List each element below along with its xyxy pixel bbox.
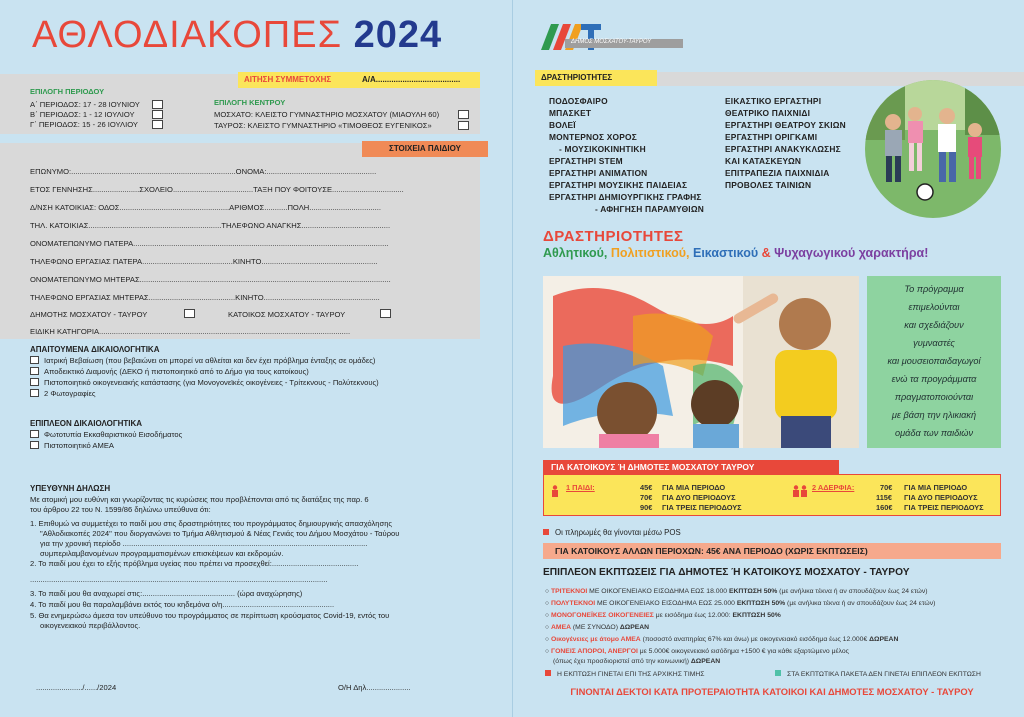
one-child-price: 45€ (640, 483, 653, 492)
footnote-text: Η ΕΚΠΤΩΣΗ ΓΙΝΕΤΑΙ ΕΠΙ ΤΗΣ ΑΡΧΙΚΗΣ ΤΙΜΗΣ (557, 671, 705, 678)
field-address[interactable]: Δ/ΝΣΗ ΚΑΤΟΙΚΙΑΣ: ΟΔΟΣ....................................................ΑΡΙΘΜΟΣ...........ΠΟΛΗ.................................. (30, 203, 381, 212)
pos-note-text: Οι πληρωμές θα γίνονται μέσω POS (555, 528, 681, 537)
program-info-box (867, 276, 1001, 448)
activity-item: ΕΡΓΑΣΤΗΡΙ ΘΕΑΤΡΟΥ ΣΚΙΩΝ (725, 120, 846, 130)
extra-doc-2-label: Πιστοποιητικό ΑΜΕΑ (44, 441, 114, 450)
discount-item: ○ ΓΟΝΕΙΣ ΑΠΟΡΟΙ, ΑΝΕΡΓΟΙ με 5.000€ οικογενειακό εισόδημα +1500 € για κάθε εξαρτώμενο μέλος (545, 648, 849, 655)
resident-checkbox[interactable] (380, 309, 391, 318)
activity-item: ΕΡΓΑΣΤΗΡΙ ΔΗΜΙΟΥΡΓΙΚΗΣ ΓΡΑΦΗΣ (549, 192, 702, 202)
siblings-desc: ΓΙΑ ΜΙΑ ΠΕΡΙΟΔΟ (904, 483, 968, 492)
activities-title: ΔΡΑΣΤΗΡΙΟΤΗΤΕΣ (543, 228, 684, 245)
period-c-checkbox[interactable] (152, 120, 163, 129)
logo-text: ΔΗΜΟΣ ΜΟΣΧΑΤΟΥ-ΤΑΥΡΟΥ (571, 39, 652, 45)
declaration-line: συμπεριλαμβανομένων προγραμματισμένων επισκέψεων και εκδρομών. (40, 549, 284, 558)
activity-item: ΕΡΓΑΣΤΗΡΙ ΑΝΑΚΥΚΛΩΣΗΣ (725, 144, 841, 154)
program-note-line: ενώ τα προγράμματα (891, 374, 977, 384)
title-word: ΑΘΛΟΔΙΑΚΟΠΕΣ (32, 14, 343, 56)
required-doc-4-label: 2 Φωτογραφίες (44, 389, 96, 398)
period-option-a: Α΄ ΠΕΡΙΟΔΟΣ: 17 - 28 ΙΟΥΝΙΟΥ (30, 100, 140, 109)
one-child-desc: ΓΙΑ ΔΥΟ ΠΕΡΙΟΔΟΥΣ (662, 493, 736, 502)
one-child-label: 1 ΠΑΙΔΙ: (566, 483, 595, 492)
date-field[interactable]: ....................../....../2024 (36, 683, 117, 692)
one-child-price: 90€ (640, 503, 653, 512)
activity-item: - ΑΦΗΓΗΣΗ ΠΑΡΑΜΥΘΙΩΝ (595, 204, 704, 214)
activities-subtitle (543, 246, 928, 260)
subtitle-part: Αθλητικού, (543, 246, 611, 260)
activity-item: ΕΡΓΑΣΤΗΡΙ STEM (549, 156, 623, 166)
discount-item: ○ ΠΟΛΥΤΕΚΝΟΙ ΜΕ ΟΙΚΟΓΕΝΕΙΑΚΟ ΕΙΣΟΔΗΜΑ ΕΩΣ 25.000 ΕΚΠΤΩΣΗ 50% (με ανήλικα τέκνα ή αν σπουδάζουν έως 24 ετών) (545, 600, 936, 607)
period-b-checkbox[interactable] (152, 110, 163, 119)
citizen-checkbox[interactable] (184, 309, 195, 318)
field-phones[interactable]: ΤΗΛ. ΚΑΤΟΙΚΙΑΣ...............................................................ΤΗΛΕΦΩΝΟ ΑΝΑΓΚΗΣ.......................................... (30, 221, 391, 230)
program-note-line: επιμελούνται (908, 302, 960, 312)
activity-item: ΒΟΛΕΪ (549, 120, 576, 130)
program-note-line: με βάση την ηλικιακή (891, 410, 977, 420)
declaration-heading: ΥΠΕΥΘΥΝΗ ΔΗΛΩΣΗ (30, 484, 111, 493)
period-option-b: Β΄ ΠΕΡΙΟΔΟΣ: 1 - 12 ΙΟΥΛΙΟΥ (30, 110, 135, 119)
discount-item: ○ ΜΟΝΟΓΟΝΕΪΚΕΣ ΟΙΚΟΓΕΝΕΙΕΣ με εισόδημα έως 12.000: ΕΚΠΤΩΣΗ 50% (545, 612, 781, 619)
one-child-desc: ΓΙΑ ΤΡΕΙΣ ΠΕΡΙΟΔΟΥΣ (662, 503, 742, 512)
checkbox[interactable] (30, 367, 39, 375)
required-doc-1[interactable] (30, 356, 375, 365)
siblings-label: 2 ΑΔΕΡΦΙΑ: (812, 483, 855, 492)
field-mother-name[interactable]: ΟΝΟΜΑΤΕΠΩΝΥΜΟ ΜΗΤΕΡΑΣ....................................................................................................................... (30, 275, 391, 284)
citizen-label: ΔΗΜΟΤΗΣ ΜΟΣΧΑΤΟΥ - ΤΑΥΡΟΥ (30, 310, 148, 319)
checkbox[interactable] (30, 389, 39, 397)
checkbox[interactable] (30, 356, 39, 364)
declaration-line: "Αθλοδιακοπές 2024" που διοργανώνει το Τμήμα Αθλητισμού & Νέας Γενιάς του Δήμου Μοσχάτου - Ταύρου (40, 529, 400, 538)
center-option-moschato: ΜΟΣΧΑΤΟ: ΚΛΕΙΣΤΟ ΓΥΜΝΑΣΤΗΡΙΟ ΜΟΣΧΑΤΟΥ (ΜΙΑΟΥΛΗ 60) (214, 110, 440, 119)
program-note-line: Το πρόγραμμα (904, 284, 964, 294)
activity-item: ΕΠΙΤΡΑΠΕΖΙΑ ΠΑΙΧΝΙΔΙΑ (725, 168, 830, 178)
siblings-desc: ΓΙΑ ΤΡΕΙΣ ΠΕΡΙΟΔΟΥΣ (904, 503, 984, 512)
declaration-line: Με ατομική μου ευθύνη και γνωρίζοντας τις κυρώσεις που προβλέπονται από τις διατάξεις της παρ. 6 (30, 495, 369, 504)
footnote-text: ΣΤΑ ΕΚΠΤΩΤΙΚΑ ΠΑΚΕΤΑ ΔΕΝ ΓΙΝΕΤΑΙ ΕΠΙΠΛΕΟΝ ΕΚΠΤΩΣΗ (787, 671, 981, 678)
declaration-line[interactable]: 4. Το παιδί μου θα παραλαμβάνει εκτός του κηδεμόνα ο/η..................................................... (30, 600, 335, 609)
extra-doc-1-label: Φωτοτυπία Εκκαθαριστικού Εισοδήματος (44, 430, 183, 439)
priority-note: ΓΙΝΟΝΤΑΙ ΔΕΚΤΟΙ ΚΑΤΑ ΠΡΟΤΕΡΑΙΟΤΗΤΑ ΚΑΤΟΙΚΟΙ ΚΑΙ ΔΗΜΟΤΕΣ ΜΟΣΧΑΤΟΥ - ΤΑΥΡΟΥ (570, 686, 974, 697)
title-year: 2024 (353, 14, 443, 56)
field-father-phone[interactable]: ΤΗΛΕΦΩΝΟ ΕΡΓΑΣΙΑΣ ΠΑΤΕΡΑ...........................................ΚΙΝΗΤΟ....................................................... (30, 257, 378, 266)
subtitle-part: Ψυχαγωγικού χαρακτήρα! (774, 246, 929, 260)
program-note-line: ομάδα των παιδιών (894, 428, 974, 438)
declaration-line[interactable]: για την χρονική περίοδο .................................................................................................................... (40, 539, 368, 548)
center-heading: ΕΠΙΛΟΓΗ ΚΕΝΤΡΟΥ (214, 98, 286, 107)
extra-discounts-title: ΕΠΙΠΛΕΟΝ ΕΚΠΤΩΣΕΙΣ ΓΙΑ ΔΗΜΟΤΕΣ Ή ΚΑΤΟΙΚΟΥΣ ΜΟΣΧΑΤΟΥ - ΤΑΥΡΟΥ (543, 567, 910, 578)
program-note-line: γυμναστές (913, 338, 955, 348)
subtitle-part: Εικαστικού (693, 246, 762, 260)
activity-item: ΜΠΑΣΚΕΤ (549, 108, 592, 118)
siblings-price: 70€ (880, 483, 893, 492)
activity-item: ΕΡΓΑΣΤΗΡΙ ANIMATION (549, 168, 648, 178)
field-mother-phone[interactable]: ΤΗΛΕΦΩΝΟ ΕΡΓΑΣΙΑΣ ΜΗΤΕΡΑΣ.........................................ΚΙΝΗΤΟ....................................................... (30, 293, 380, 302)
required-doc-4[interactable] (30, 389, 96, 398)
activity-item: ΕΡΓΑΣΤΗΡΙ ΟΡΙΓΚΑΜΙ (725, 132, 818, 142)
children-painting-photo (543, 276, 859, 448)
center-option-tavros: ΤΑΥΡΟΣ: ΚΛΕΙΣΤΟ ΓΥΜΝΑΣΤΗΡΙΟ «ΤΙΜΟΘΕΟΣ ΕΥΓΕΝΙΚΟΣ» (214, 121, 432, 130)
required-doc-3[interactable] (30, 378, 379, 387)
bullet-icon (545, 670, 551, 676)
required-doc-1-label: Ιατρική Βεβαίωση (που βεβαιώνει οτι μπορεί να αθλείται και δεν έχει πρόβλημα ένταξης σε ομάδες) (44, 356, 376, 365)
other-areas-text: ΓΙΑ ΚΑΤΟΙΚΟΥΣ ΑΛΛΩΝ ΠΕΡΙΟΧΩΝ: 45€ ΑΝΑ ΠΕΡΙΟΔΟ (ΧΩΡΙΣ ΕΚΠΤΩΣΕΙΣ) (555, 546, 868, 556)
field-special-category[interactable]: ΕΙΔΙΚΗ ΚΑΤΗΓΟΡΙΑ....................................................................................................................... (30, 327, 351, 336)
discount-item: ○ ΤΡΙΤΕΚΝΟΙ ΜΕ ΟΙΚΟΓΕΝΕΙΑΚΟ ΕΙΣΟΔΗΜΑ ΕΩΣ 18.000 ΕΚΠΤΩΣΗ 50% (με ανήλικα τέκνα ή αν σπουδάζουν έως 24 ετών) (545, 588, 928, 595)
pos-note (543, 528, 681, 538)
checkbox[interactable] (30, 430, 39, 438)
child-details-tag (362, 141, 488, 157)
resident-label: ΚΑΤΟΙΚΟΣ ΜΟΣΧΑΤΟΥ - ΤΑΥΡΟΥ (228, 310, 346, 319)
activity-item: - ΜΟΥΣΙΚΟΚΙΝΗΤΙΚΗ (559, 144, 646, 154)
pricing-heading: ΓΙΑ ΚΑΤΟΙΚΟΥΣ Ή ΔΗΜΟΤΕΣ ΜΟΣΧΑΤΟΥ ΤΑΥΡΟΥ (551, 462, 755, 472)
info-page (512, 0, 1024, 717)
discount-item: ○ ΑΜΕΑ (ΜΕ ΣΥΝΟΔΟ) ΔΩΡΕΑΝ (545, 624, 650, 631)
other-areas-bar (543, 543, 1001, 559)
siblings-desc: ΓΙΑ ΔΥΟ ΠΕΡΙΟΔΟΥΣ (904, 493, 978, 502)
declaration-line[interactable]: ............................................................................................................................................. (30, 575, 328, 584)
declaration-line: 5. Θα ενημερώσω άμεσα τον υπεύθυνο του προγράμματος σε περίπτωση κρούσματος Covid-19, εντός του (30, 611, 390, 620)
field-surname-name[interactable]: ΕΠΩΝΥΜΟ:..............................................................................ΟΝΟΜΑ:.................................................... (30, 167, 377, 176)
activity-item: ΠΟΔΟΣΦΑΙΡΟ (549, 96, 608, 106)
signature-field[interactable]: Ο/Η Δηλ..................... (338, 683, 411, 692)
siblings-price: 115€ (876, 493, 893, 502)
period-a-checkbox[interactable] (152, 100, 163, 109)
subtitle-part: Πολιτιστικού, (610, 246, 693, 260)
checkbox[interactable] (30, 441, 39, 449)
main-title (32, 14, 442, 57)
field-father-name[interactable]: ΟΝΟΜΑΤΕΠΩΝΥΜΟ ΠΑΤΕΡΑ......................................................................................................................... (30, 239, 389, 248)
discount-note: (όπως έχει προσδιοριστεί από την κοινωνική) ΔΩΡΕΑΝ (553, 658, 721, 665)
program-note-line: και σχεδιάζουν (904, 320, 964, 330)
activity-item: ΜΟΝΤΕΡΝΟΣ ΧΟΡΟΣ (549, 132, 637, 142)
activities-heading: ΔΡΑΣΤΗΡΙΟΤΗΤΕΣ (541, 73, 613, 82)
activity-item: ΠΡΟΒΟΛΕΣ ΤΑΙΝΙΩΝ (725, 180, 812, 190)
center-moschato-checkbox[interactable] (458, 110, 469, 119)
declaration-line[interactable]: 2. Το παιδί μου έχει το εξής πρόβλημα υγείας που πρέπει να προσεχθεί:......................................... (30, 559, 359, 568)
required-doc-2[interactable] (30, 367, 309, 376)
one-child-desc: ΓΙΑ ΜΙΑ ΠΕΡΙΟΔΟ (662, 483, 726, 492)
pricing-tag (543, 460, 839, 474)
activities-tag (535, 70, 657, 86)
activity-item: ΘΕΑΤΡΙΚΟ ΠΑΙΧΝΙΔΙ (725, 108, 811, 118)
application-tag (238, 72, 480, 88)
siblings-price: 160€ (876, 503, 893, 512)
checkbox[interactable] (30, 378, 39, 386)
discount-item: ○ Οικογένειες με άτομο ΑΜΕΑ (ποσοστό αναπηρίας 67% και άνω) με οικογενειακό εισόδημα έως 12.000€ ΔΩΡΕΑΝ (545, 636, 899, 643)
required-docs-heading: ΑΠΑΙΤΟΥΜΕΝΑ ΔΙΚΑΙΟΛΟΓΗΤΙΚΑ (30, 345, 160, 354)
municipality-logo (541, 22, 681, 56)
extra-docs-heading: ΕΠΙΠΛΕΟΝ ΔΙΚΑΙΟΛΟΓΗΤΙΚΑ (30, 419, 143, 428)
declaration-line: 1. Επιθυμώ να συμμετέχει το παιδί μου στις δραστηριότητες του προγράμματος δημιουργικής απασχόλησης (30, 519, 393, 528)
bullet-icon (543, 529, 549, 535)
one-child-price: 70€ (640, 493, 653, 502)
application-label: ΑΙΤΗΣΗ ΣΥΜΜΕΤΟΧΗΣ (244, 75, 332, 84)
period-heading: ΕΠΙΛΟΓΗ ΠΕΡΙΟΔΟΥ (30, 87, 105, 96)
required-doc-2-label: Αποδεικτικό Διαμονής (ΔΕΚΟ ή πιστοποιητικό από το Δήμο για τους κατοίκους) (44, 367, 309, 376)
child-icon (550, 485, 560, 497)
program-note-line: και μουσειοπαιδαγωγοί (887, 356, 981, 366)
activity-item: ΕΡΓΑΣΤΗΡΙ ΜΟΥΣΙΚΗΣ ΠΑΙΔΕΙΑΣ (549, 180, 688, 190)
program-note-line: πραγματοποιούνται (894, 392, 974, 402)
declaration-line[interactable]: 3. Το παιδί μου θα αναχωρεί στις:............................................ (ώρα αναχώρησης) (30, 589, 303, 598)
declaration-line: του άρθρου 22 του Ν. 1599/86 δηλώνω υπεύθυνα ότι: (30, 505, 211, 514)
footnote (545, 670, 705, 678)
child-details-panel (0, 143, 480, 339)
bullet-icon (775, 670, 781, 676)
child-heading: ΣΤΟΙΧΕΙΑ ΠΑΙΔΙΟΥ (389, 144, 461, 153)
footnote (775, 670, 981, 678)
kids-soccer-photo (865, 80, 1001, 218)
required-doc-3-label: Πιστοποιητικό οικογενειακής κατάστασης (για Μονογονεϊκές οικογένειες - Τρίτεκνους - Πολύτεκνους) (44, 378, 379, 387)
center-tavros-checkbox[interactable] (458, 121, 469, 130)
subtitle-part: & (761, 246, 775, 260)
activity-item: ΚΑΙ ΚΑΤΑΣΚΕΥΩΝ (725, 156, 802, 166)
declaration-line: οικογενειακού περιβάλλοντος. (40, 621, 141, 630)
siblings-icon (792, 485, 808, 497)
extra-doc-1[interactable] (30, 430, 182, 439)
pricing-box (543, 474, 1001, 516)
period-option-c: Γ΄ ΠΕΡΙΟΔΟΣ: 15 - 26 ΙΟΥΛΙΟΥ (30, 120, 138, 129)
field-birth-school[interactable]: ΕΤΟΣ ΓΕΝΝΗΣΗΣ......................ΣΧΟΛΕΙΟ......................................ΤΑΞΗ ΠΟΥ ΦΟΙΤΟΥΣΕ.................................. (30, 185, 404, 194)
activity-item: ΕΙΚΑΣΤΙΚΟ ΕΡΓΑΣΤΗΡΙ (725, 96, 822, 106)
extra-doc-2[interactable] (30, 441, 114, 450)
application-number: Α/Α...................................... (362, 75, 461, 84)
